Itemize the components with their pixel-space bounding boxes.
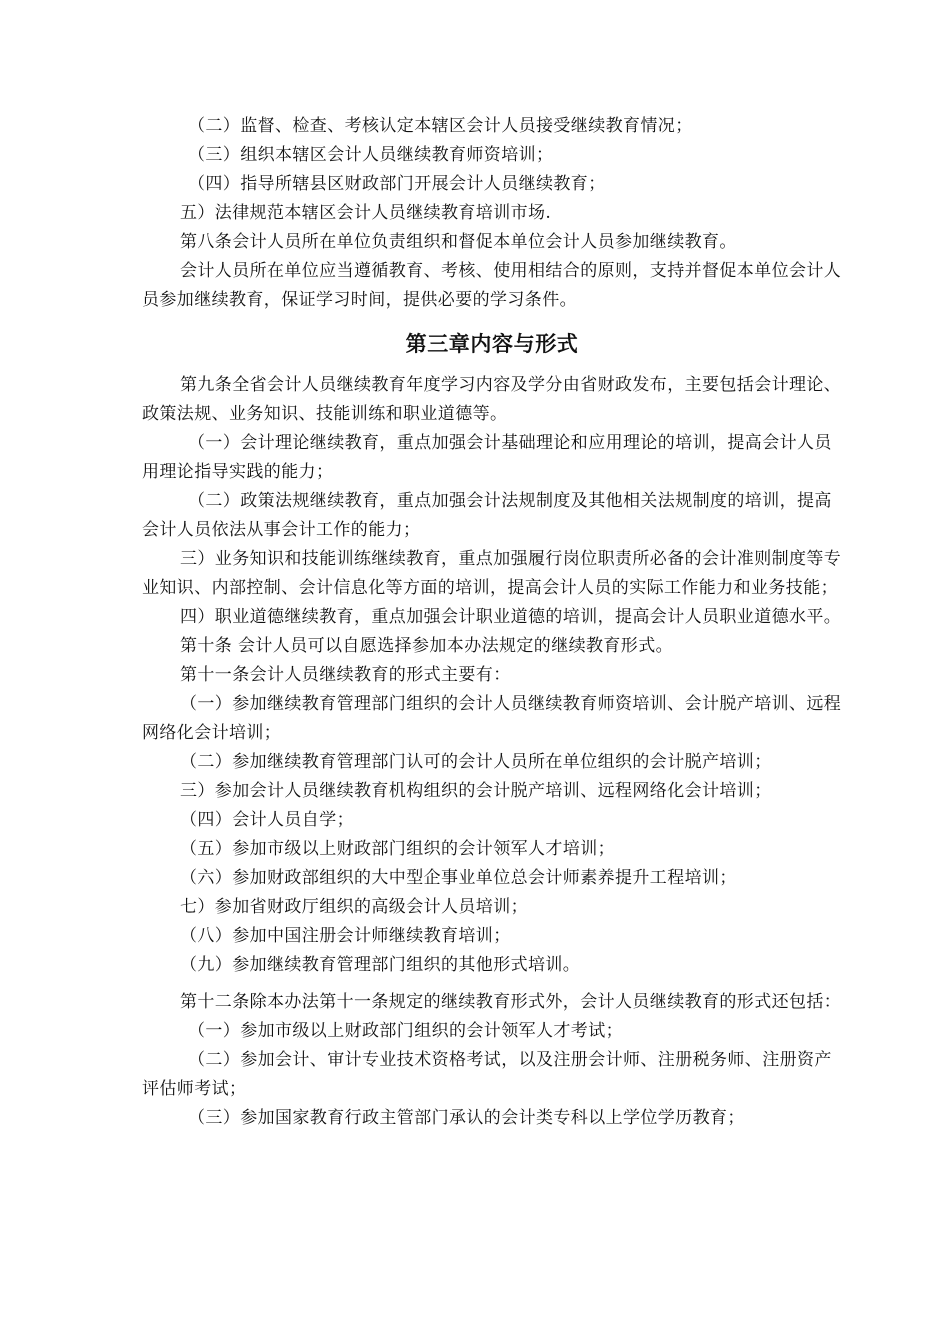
paragraph-article-11-item-8: （八）参加中国注册会计师继续教育培训； bbox=[180, 926, 511, 946]
paragraph-duty-3: （三）组织本辖区会计人员继续教育师资培训； bbox=[188, 145, 554, 165]
paragraph-article-9-item-3: 三）业务知识和技能训练继续教育，重点加强履行岗位职责所必备的会计准则制度等专业知识、内部控制、会计信息化等方面的培训，提高会计人员的实际工作能力和业务技能； bbox=[142, 549, 842, 598]
paragraph-article-11-item-1: （一）参加继续教育管理部门组织的会计人员继续教育师资培训、会计脱产培训、远程网络化会计培训； bbox=[142, 694, 842, 743]
paragraph-duty-4: （四）指导所辖县区财政部门开展会计人员继续教育； bbox=[188, 174, 606, 194]
paragraph-article-10: 第十条 会计人员可以自愿选择参加本办法规定的继续教育形式。 bbox=[180, 636, 674, 656]
paragraph-article-11-item-3: 三）参加会计人员继续教育机构组织的会计脱产培训、远程网络化会计培训； bbox=[180, 781, 772, 801]
paragraph-article-9: 第九条全省会计人员继续教育年度学习内容及学分由省财政发布，主要包括会计理论、政策法规、业务知识、技能训练和职业道德等。 bbox=[142, 375, 842, 424]
paragraph-article-8-detail: 会计人员所在单位应当遵循教育、考核、使用相结合的原则，支持并督促本单位会计人员参加继续教育，保证学习时间，提供必要的学习条件。 bbox=[142, 261, 842, 310]
paragraph-article-11-item-7: 七）参加省财政厅组织的高级会计人员培训； bbox=[180, 897, 528, 917]
document-page bbox=[142, 112, 842, 1133]
chapter-title: 第三章内容与形式 bbox=[405, 331, 579, 356]
paragraph-article-12-item-3: （三）参加国家教育行政主管部门承认的会计类专科以上学位学历教育； bbox=[188, 1108, 745, 1128]
paragraph-article-12-item-1: （一）参加市级以上财政部门组织的会计领军人才考试； bbox=[188, 1021, 623, 1041]
paragraph-duty-5: 五）法律规范本辖区会计人员继续教育培训市场. bbox=[180, 203, 552, 223]
paragraph-article-11-item-6: （六）参加财政部组织的大中型企事业单位总会计师素养提升工程培训； bbox=[180, 868, 737, 888]
paragraph-article-11: 第十一条会计人员继续教育的形式主要有： bbox=[180, 665, 511, 685]
paragraph-duty-2: （二）监督、检查、考核认定本辖区会计人员接受继续教育情况； bbox=[188, 116, 693, 136]
paragraph-article-12: 第十二条除本办法第十一条规定的继续教育形式外，会计人员继续教育的形式还包括： bbox=[180, 992, 842, 1012]
paragraph-article-8: 第八条会计人员所在单位负责组织和督促本单位会计人员参加继续教育。 bbox=[180, 232, 737, 252]
paragraph-article-12-item-2: （二）参加会计、审计专业技术资格考试，以及注册会计师、注册税务师、注册资产评估师考试； bbox=[142, 1050, 832, 1099]
paragraph-article-11-item-2: （二）参加继续教育管理部门认可的会计人员所在单位组织的会计脱产培训； bbox=[180, 752, 772, 772]
paragraph-article-11-item-9: （九）参加继续教育管理部门组织的其他形式培训。 bbox=[180, 955, 581, 975]
paragraph-article-9-item-4: 四）职业道德继续教育，重点加强会计职业道德的培训，提高会计人员职业道德水平。 bbox=[180, 607, 842, 627]
paragraph-article-9-item-1: （一）会计理论继续教育，重点加强会计基础理论和应用理论的培训，提高会计人员用理论指导实践的能力； bbox=[142, 433, 832, 482]
paragraph-article-11-item-5: （五）参加市级以上财政部门组织的会计领军人才培训； bbox=[180, 839, 615, 859]
paragraph-article-11-item-4: （四）会计人员自学； bbox=[180, 810, 354, 830]
paragraph-article-9-item-2: （二）政策法规继续教育，重点加强会计法规制度及其他相关法规制度的培训，提高会计人员依法从事会计工作的能力； bbox=[142, 491, 832, 540]
